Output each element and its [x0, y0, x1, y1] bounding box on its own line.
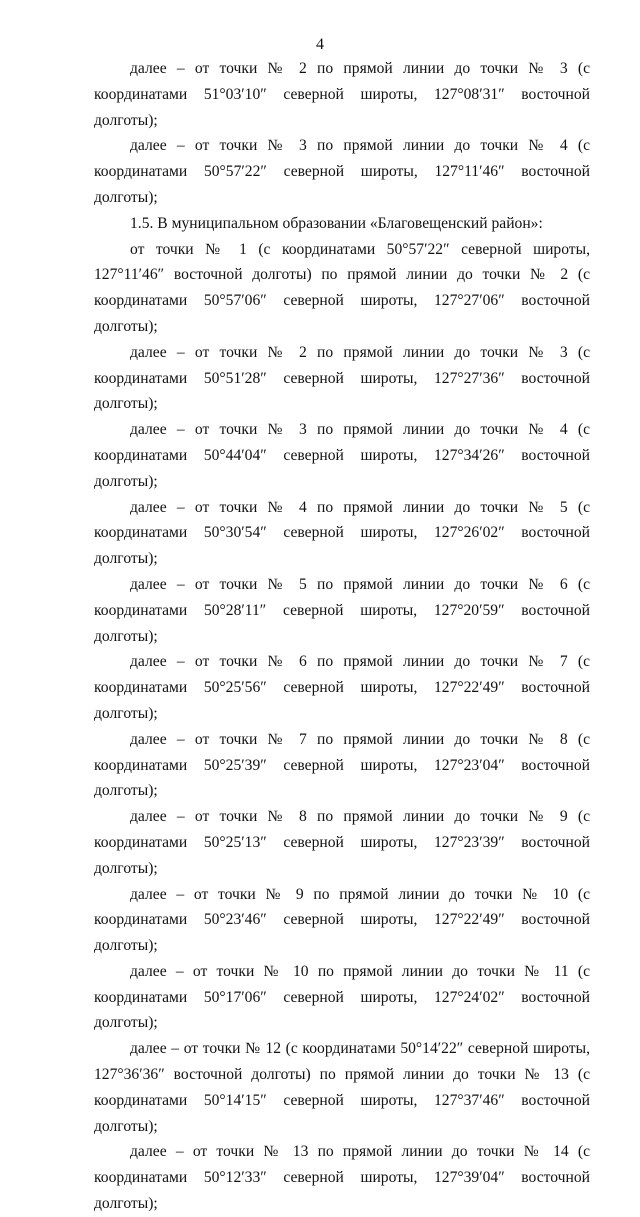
- paragraph: далее – от точки № 6 по прямой линии до точки № 7 (с координатами 50°25′56″ северной широты, 127°22′49″ восточной долготы);: [94, 653, 590, 722]
- paragraph: далее – от точки № 7 по прямой линии до точки № 8 (с координатами 50°25′39″ северной широты, 127°23′04″ восточной долготы);: [94, 730, 590, 800]
- paragraph: далее – от точки № 2 по прямой линии до точки № 3 (с координатами 50°51′28″ северной широты, 127°27′36″ восточной долготы);: [94, 343, 590, 413]
- paragraph: далее – от точки № 3 по прямой линии до точки № 4 (с координатами 50°44′04″ северной широты, 127°34′26″ восточной долготы);: [94, 421, 590, 490]
- document-body: [94, 56, 590, 1217]
- paragraph: далее – от точки № 10 по прямой линии до точки № 11 (с координатами 50°17′06″ северной широты, 127°24′02″ восточной долготы);: [94, 962, 590, 1032]
- paragraph: далее – от точки № 2 по прямой линии до точки № 3 (с координатами 51°03′10″ северной широты, 127°08′31″ восточной долготы);: [94, 60, 590, 129]
- page-number: 4: [316, 36, 324, 53]
- paragraph: далее – от точки № 13 по прямой линии до точки № 14 (с координатами 50°12′33″ северной широты, 127°39′04″ восточной долготы);: [94, 1143, 590, 1213]
- paragraph: далее – от точки № 5 по прямой линии до точки № 6 (с координатами 50°28′11″ северной широты, 127°20′59″ восточной долготы);: [94, 575, 590, 645]
- paragraph: далее – от точки № 12 (с координатами 50°14′22″ северной широты, 127°36′36″ восточной долготы) по прямой линии до точки № 13 (с координатами 50°14′15″ северной широты, 127°37′46″ восточной долготы);: [94, 1040, 590, 1135]
- section-heading: 1.5. В муниципальном образовании «Благовещенский район»:: [130, 214, 543, 232]
- paragraph: далее – от точки № 9 по прямой линии до точки № 10 (с координатами 50°23′46″ северной широты, 127°22′49″ восточной долготы);: [94, 885, 590, 955]
- paragraph: далее – от точки № 4 по прямой линии до точки № 5 (с координатами 50°30′54″ северной широты, 127°26′02″ восточной долготы);: [94, 498, 590, 568]
- paragraph: далее – от точки № 8 по прямой линии до точки № 9 (с координатами 50°25′13″ северной широты, 127°23′39″ восточной долготы);: [94, 808, 590, 877]
- paragraph: от точки № 1 (с координатами 50°57′22″ северной широты, 127°11′46″ восточной долготы) по прямой линии до точки № 2 (с координатами 50°57′06″ северной широты, 127°27′06″ восточной долготы);: [94, 240, 590, 335]
- paragraph: далее – от точки № 3 по прямой линии до точки № 4 (с координатами 50°57′22″ северной широты, 127°11′46″ восточной долготы);: [94, 137, 590, 206]
